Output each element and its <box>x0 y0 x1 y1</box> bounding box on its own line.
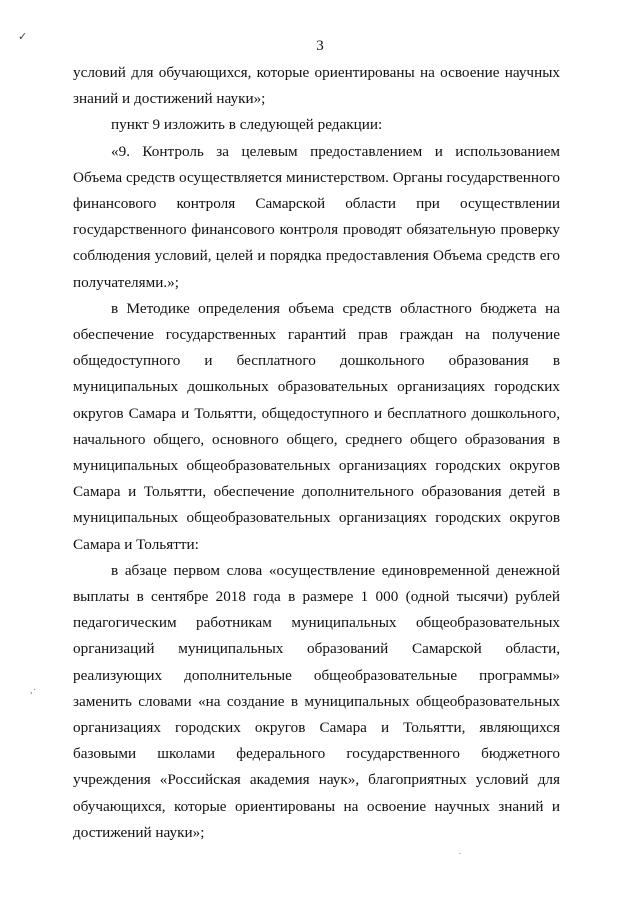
paragraph: в абзаце первом слова «осуществление единовременной денежной выплаты в сентябре 2018 года в размере 1 000 (одной тысячи) рублей педагогическим работникам муниципальных общеобразовательных организаций муниципальных образований Самарской области, реализующих дополнительные общеобразовательные программы» заменить словами «на создание в муниципальных общеобразовательных организациях городских округов Самара и Тольятти, являющихся базовыми школами федерального государственного бюджетного учреждения «Российская академия наук», благоприятных условий для обучающихся, которые ориентированы на освоение научных знаний и достижений науки»; <box>73 561 560 841</box>
scan-mark-icon: ,· <box>30 684 37 696</box>
scan-mark-icon: · <box>458 848 462 860</box>
paragraph: в Методике определения объема средств областного бюджета на обеспечение государственных гарантий прав граждан на получение общедоступного и бесплатного дошкольного образования в муниципальных дошкольных образовательных организациях городских округов Самара и Тольятти, общедоступного и бесплатного дошкольного, начального общего, основного общего, среднего общего образования в муниципальных общеобразовательных организациях городских округов Самара и Тольятти, обеспечение дополнительного образования детей в муниципальных общеобразовательных организациях городских округов Самара и Тольятти: <box>73 299 560 553</box>
paragraph: «9. Контроль за целевым предоставлением и использованием Объема средств осуществляется министерством. Органы государственного финансового контроля Самарской области при осуществлении государственного финансового контроля проводят обязательную проверку соблюдения условий, целей и порядка предоставления Объема средств его получателями.»; <box>73 142 560 291</box>
text-body <box>73 60 560 846</box>
scan-mark-icon: ✓ <box>18 31 28 43</box>
page-number: 3 <box>316 38 324 54</box>
paragraph: условий для обучающихся, которые ориентированы на освоение научных знаний и достижений науки»; <box>73 64 560 108</box>
paragraph: пункт 9 изложить в следующей редакции: <box>111 116 383 134</box>
